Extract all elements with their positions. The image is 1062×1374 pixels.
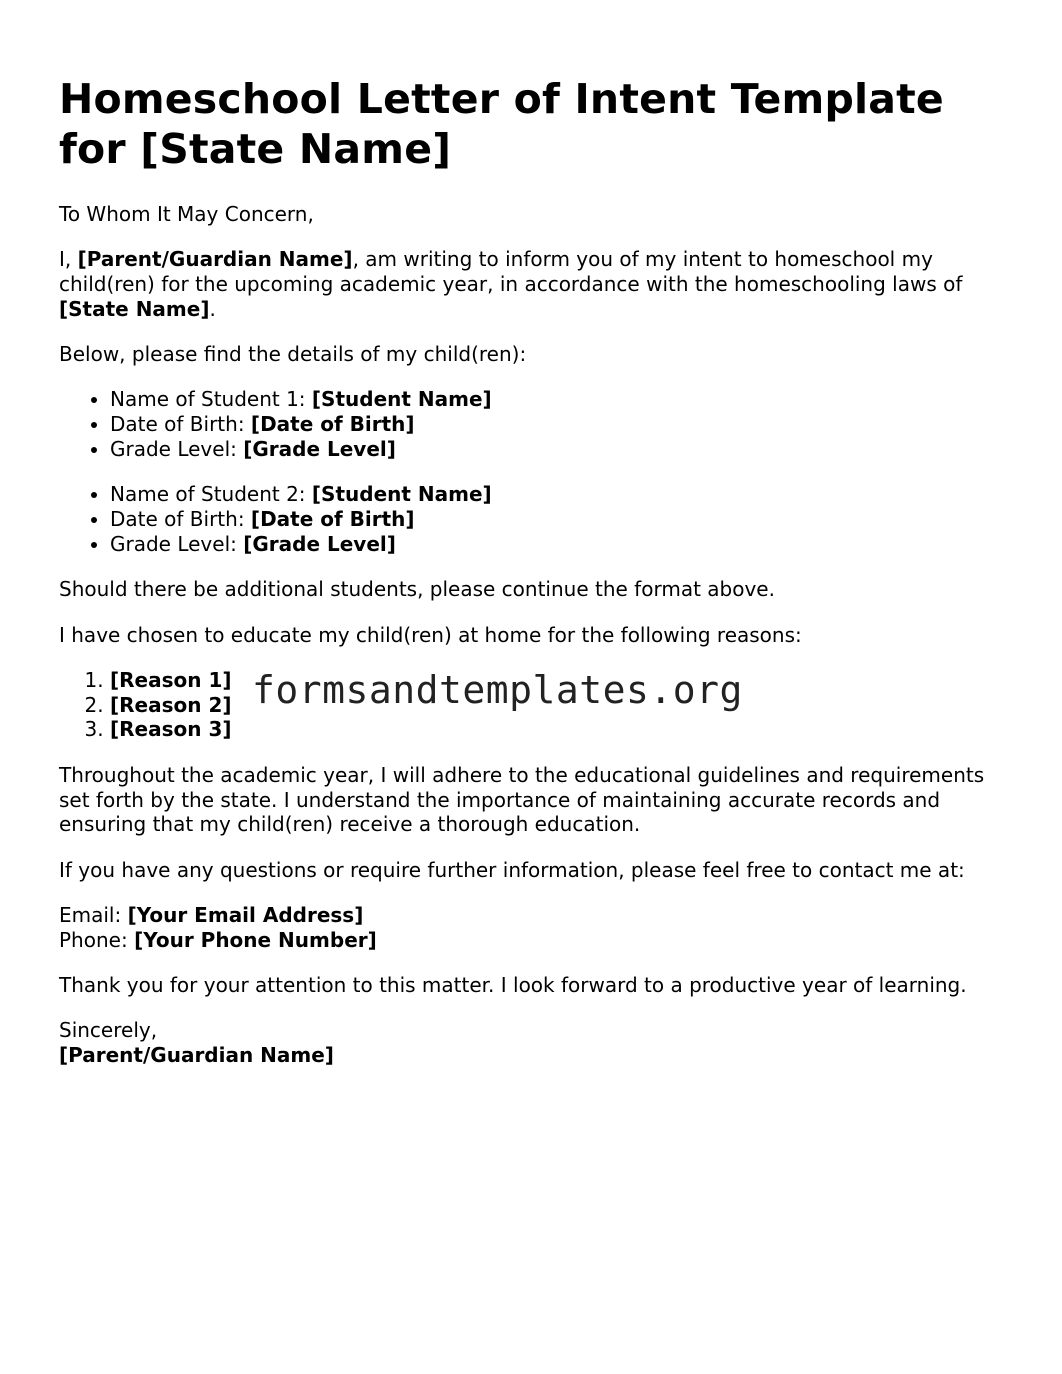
- student-name-label: Name of Student 1:: [110, 387, 312, 412]
- reason-text: [Reason 2]: [110, 692, 232, 717]
- children-intro: Below, please find the details of my child(ren):: [59, 342, 527, 367]
- student-grade-label: Grade Level:: [110, 531, 244, 556]
- watermark: formsandtemplates.org: [252, 668, 743, 712]
- student-grade-value: [Grade Level]: [243, 437, 396, 462]
- list-item: [110, 717, 1019, 742]
- student-grade-label: Grade Level:: [110, 437, 244, 462]
- phone-label: Phone:: [59, 927, 135, 952]
- list-item: [110, 437, 1019, 462]
- student-name-label: Name of Student 2:: [110, 482, 312, 507]
- list-item: [110, 387, 1019, 412]
- page-title: Homeschool Letter of Intent Template for [State Name]: [59, 75, 944, 173]
- student-dob-label: Date of Birth:: [110, 507, 251, 532]
- student-2-list: [59, 482, 1019, 556]
- list-item: [110, 482, 1019, 507]
- list-item: [110, 412, 1019, 437]
- list-item: [110, 532, 1019, 557]
- intro-paragraph: [59, 247, 1019, 321]
- reasons-intro: I have chosen to educate my child(ren) at home for the following reasons:: [59, 622, 802, 647]
- email-value: [Your Email Address]: [127, 902, 364, 927]
- student-name-value: [Student Name]: [311, 482, 492, 507]
- contact-intro: If you have any questions or require further information, please feel free to contact me at:: [59, 857, 965, 882]
- letter-document: [59, 74, 1019, 1088]
- intro-state: [State Name]: [59, 296, 210, 321]
- intro-parent-name: [Parent/Guardian Name]: [77, 247, 353, 272]
- intro-post: .: [209, 296, 216, 321]
- adherence-paragraph: Throughout the academic year, I will adhere to the educational guidelines and requirements set forth by the state. I understand the importance of maintaining accurate records and ensuring that my child(ren) receive a thorough education.: [59, 762, 985, 837]
- phone-value: [Your Phone Number]: [134, 927, 377, 952]
- thanks-paragraph: Thank you for your attention to this matter. I look forward to a productive year of learning.: [59, 973, 967, 998]
- student-dob-value: [Date of Birth]: [250, 412, 415, 437]
- signature-name: [Parent/Guardian Name]: [59, 1043, 334, 1068]
- email-label: Email:: [59, 902, 128, 927]
- closing-text: Sincerely,: [59, 1018, 158, 1043]
- closing-block: [59, 1018, 1019, 1068]
- intro-pre: I,: [59, 247, 78, 272]
- student-dob-label: Date of Birth:: [110, 412, 251, 437]
- additional-students-note: Should there be additional students, please continue the format above.: [59, 577, 775, 602]
- intro-mid: , am writing to inform you of my intent to homeschool my child(ren) for the upcoming academic year, in accordance with the homeschooling laws of: [59, 247, 963, 297]
- reason-text: [Reason 1]: [110, 667, 232, 692]
- reason-text: [Reason 3]: [110, 717, 232, 742]
- student-grade-value: [Grade Level]: [243, 531, 396, 556]
- student-dob-value: [Date of Birth]: [250, 507, 415, 532]
- greeting: To Whom It May Concern,: [59, 202, 314, 226]
- list-item: [110, 507, 1019, 532]
- student-1-list: [59, 387, 1019, 461]
- student-name-value: [Student Name]: [311, 387, 492, 412]
- contact-block: [59, 903, 1019, 953]
